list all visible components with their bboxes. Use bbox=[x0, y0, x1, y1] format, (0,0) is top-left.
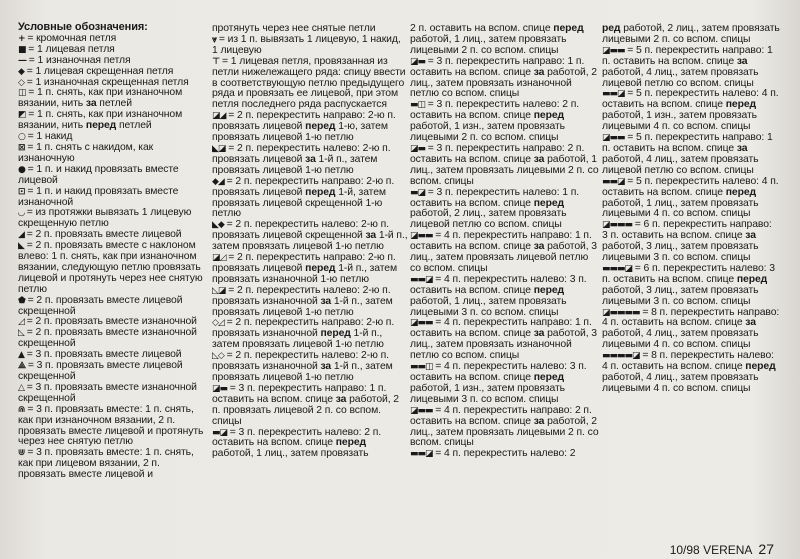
description-text: = из протяжки вывязать 1 лицевую скрещенную петлю bbox=[18, 207, 192, 230]
legend-entry bbox=[602, 46, 780, 90]
emphasis-text: за bbox=[533, 153, 545, 165]
description-text: = 2 п. перекрестить направо: 2-ю п. провязать лицевой bbox=[212, 175, 395, 198]
emphasis-text: перед bbox=[335, 437, 367, 449]
emphasis-text: перед bbox=[533, 110, 565, 122]
chart-symbol-icon: ⊤ bbox=[212, 56, 220, 67]
description-text: = 1 п. и накид провязать вместе лицевой bbox=[18, 163, 179, 186]
description-text: = 3 п. провязать вместе изнаночной скрещенной bbox=[18, 381, 197, 404]
emphasis-text: перед bbox=[320, 328, 351, 340]
description-text: работой, 1 лиц., затем провязать лицевыми 2 п. со вспом. спицы bbox=[410, 33, 567, 56]
description-text: работой, 3 лиц., затем провязать изнаночной петлю со вспом. спицы bbox=[410, 328, 597, 362]
legend-entry bbox=[602, 177, 780, 221]
emphasis-text: перед bbox=[305, 121, 336, 133]
chart-symbol-icon: ◆◢ bbox=[212, 176, 224, 187]
description-text: = 4 п. перекрестить направо: 1 п. оставить на вспом. спице bbox=[410, 230, 592, 253]
legend-entry bbox=[212, 351, 408, 384]
emphasis-text: перед bbox=[305, 186, 336, 198]
legend-entry bbox=[18, 383, 208, 405]
legend-list-4 bbox=[602, 24, 780, 395]
chart-symbol-icon: ○ bbox=[18, 132, 25, 143]
chart-symbol-icon: ▬▬◪ bbox=[410, 449, 433, 460]
chart-symbol-icon: ◢ bbox=[18, 230, 24, 241]
description-text: = 2 п. перекрестить налево: 2-ю п. провязать лицевой bbox=[212, 142, 391, 165]
emphasis-text: за bbox=[335, 393, 347, 405]
description-text: работой, 2 п. провязать лицевой 2 п. со вспом. спицы bbox=[212, 393, 399, 427]
description-text: работой, 3 лиц., затем провязать лицевой петлю со вспом. спицы bbox=[410, 241, 597, 274]
legend-entry bbox=[602, 264, 780, 308]
chart-symbol-icon: ⟁ bbox=[18, 361, 26, 372]
chart-symbol-icon: ▬▬◪ bbox=[602, 89, 625, 100]
legend-entry bbox=[212, 111, 408, 144]
chart-symbol-icon: ◩ bbox=[18, 110, 26, 121]
description-text: = 1 п. снять, как при изнаночном вязании, нить bbox=[18, 87, 183, 110]
legend-entry bbox=[212, 318, 408, 351]
description-text: = 5 п. перекрестить налево: 4 п. оставить на вспом. спице bbox=[602, 175, 779, 198]
description-text: = 3 п. провязать вместе: 1 п. снять, как при изнаночном вязании, 2 п. провязать вместе лицевой и протянуть через нее снятую петлю bbox=[18, 403, 204, 448]
description-text: = 2 п. перекрестить налево: 2-ю п. провязать изнаночной bbox=[212, 350, 389, 373]
legend-list-3 bbox=[410, 24, 600, 460]
description-text: = 1 п. и накид провязать вместе изнаночной bbox=[18, 185, 179, 208]
legend-entry bbox=[18, 328, 208, 350]
legend-entry bbox=[602, 351, 780, 395]
description-text: работой, 2 лиц., затем провязать лицевыми 2 п. со вспом. спицы bbox=[602, 23, 780, 45]
chart-symbol-icon: ■ bbox=[18, 44, 26, 55]
chart-symbol-icon: ◪▬▬ bbox=[410, 318, 433, 329]
legend-entry bbox=[212, 220, 408, 253]
description-text: = 1 п. снять с накидом, как изнаночную bbox=[18, 141, 154, 164]
legend-entry bbox=[602, 133, 780, 177]
description-text: работой, 4 лиц., затем провязать лицевой петлю со вспом. спицы bbox=[602, 66, 759, 89]
description-text: = 1 лицевая петля, провязанная из петли нижележащего ряда: спицу ввести в соответствующую петлю предыдущего ряда и провязать ее лицевой, при этом петля последнего ряда распускается bbox=[212, 55, 406, 111]
legend-entry bbox=[602, 220, 780, 264]
description-text: = 3 п. перекрестить направо: 1 п. оставить на вспом. спице bbox=[410, 55, 585, 78]
chart-symbol-icon: ◪◢ bbox=[212, 111, 226, 122]
legend-entry bbox=[18, 361, 208, 383]
description-text: 1-й п., затем провязать лицевой 1-ю петлю bbox=[212, 295, 393, 318]
legend-entry bbox=[212, 57, 408, 112]
description-text: работой, 2 лиц., затем провязать лицевыми 2 п. со вспом. спицы bbox=[410, 415, 599, 449]
description-text: = 1 лицевая петля bbox=[25, 43, 115, 55]
description-text: 1-й п., затем провязать лицевой 1-ю петлю bbox=[212, 361, 393, 383]
emphasis-text: за bbox=[533, 241, 545, 253]
description-text: = 2 п. перекрестить налево: 2-ю п. провязать изнаночной bbox=[212, 284, 391, 307]
issue-label: 10/98 VERENA bbox=[669, 543, 753, 557]
description-text: = 2 п. провязать вместе изнаночной скрещенной bbox=[18, 327, 197, 350]
emphasis-text: перед bbox=[85, 120, 117, 132]
legend-title: Условные обозначения: bbox=[18, 21, 148, 33]
description-text: 1-й п., затем провязать лицевой 1-ю петлю bbox=[212, 153, 378, 176]
chart-symbol-icon: ◣ bbox=[18, 241, 24, 252]
chart-symbol-icon: ◿ bbox=[18, 317, 24, 328]
chart-symbol-icon: ◺◪ bbox=[212, 285, 226, 296]
description-text: 1-ю, затем провязать лицевой 1-ю петлю bbox=[212, 121, 388, 144]
chart-symbol-icon: ▬▬◪ bbox=[410, 274, 433, 285]
legend-entry bbox=[18, 143, 208, 165]
chart-symbol-icon: ◪▬▬ bbox=[410, 405, 433, 416]
chart-symbol-icon: ⊠ bbox=[18, 142, 25, 153]
chart-symbol-icon: ▬▬◫ bbox=[410, 362, 433, 373]
chart-symbol-icon: — bbox=[18, 55, 26, 66]
chart-symbol-icon: ◪▬ bbox=[212, 383, 228, 394]
legend-entry bbox=[18, 241, 208, 296]
emphasis-text: за bbox=[736, 142, 748, 154]
description-text: = 2 п. провязать вместе лицевой bbox=[23, 229, 182, 241]
legend-entry bbox=[212, 384, 408, 428]
description-text: работой, 2 лиц., затем провязать изнаночной петлю со вспом. спицы bbox=[410, 66, 597, 100]
chart-symbol-icon: ▬◪ bbox=[212, 427, 228, 438]
legend-entry bbox=[18, 187, 208, 209]
page-number: 27 bbox=[758, 541, 774, 557]
legend-entry bbox=[18, 405, 208, 449]
legend-entry bbox=[410, 231, 600, 275]
chart-symbol-icon: ◺ bbox=[18, 328, 24, 339]
description-text: работой, 4 лиц., затем провязать лицевой петлю со вспом. спицы bbox=[602, 153, 759, 176]
description-text: 1-й п., затем провязать лицевой 1-ю петлю bbox=[212, 230, 408, 253]
chart-symbol-icon: ◪▬ bbox=[410, 56, 426, 67]
description-text: = 6 п. перекрестить направо: 3 п. оставить на вспом. спице bbox=[602, 219, 772, 242]
description-text: = 3 п. провязать вместе лицевой bbox=[23, 349, 182, 361]
chart-symbol-icon: ◡ bbox=[18, 208, 24, 219]
emphasis-text: за bbox=[736, 55, 748, 67]
chart-symbol-icon: ◪▬▬▬▬ bbox=[602, 307, 640, 318]
chart-symbol-icon: ▬▬▬▬◪ bbox=[602, 351, 640, 362]
chart-symbol-icon: ◫ bbox=[18, 88, 26, 99]
legend-entry bbox=[602, 308, 780, 352]
description-text: 1-й п., затем провязать лицевой 1-ю петлю bbox=[212, 328, 384, 351]
chart-symbol-icon: ◣◆ bbox=[212, 220, 224, 231]
description-text: = 2 п. провязать вместе лицевой скрещенной bbox=[18, 294, 183, 317]
description-text: = 5 п. перекрестить направо: 1 п. оставить на вспом. спице bbox=[602, 132, 773, 154]
legend-entry bbox=[18, 208, 208, 230]
chart-symbol-icon: ◪▬▬ bbox=[410, 231, 433, 242]
emphasis-text: ред bbox=[602, 23, 621, 34]
chart-symbol-icon: ⬟ bbox=[18, 295, 25, 306]
legend-column-2 bbox=[212, 24, 408, 460]
description-text: протянуть через нее снятые петли bbox=[212, 23, 376, 34]
emphasis-text: перед bbox=[736, 273, 768, 285]
emphasis-text: за bbox=[745, 317, 756, 329]
emphasis-text: перед bbox=[533, 284, 565, 296]
chart-symbol-icon: ◪▬▬ bbox=[602, 133, 625, 144]
legend-entry bbox=[212, 144, 408, 177]
legend-entry bbox=[410, 449, 600, 460]
description-text: = 4 п. перекрестить налево: 3 п. оставить на вспом. спице bbox=[410, 361, 587, 383]
legend-entry bbox=[602, 24, 780, 46]
chart-symbol-icon: ⋒ bbox=[18, 404, 25, 415]
legend-list-2 bbox=[212, 24, 408, 460]
description-text: = 8 п. перекрестить направо: 4 п. оставить на вспом. спице bbox=[602, 306, 780, 329]
description-text: = 4 п. перекрестить направо: 2 п. оставить на вспом. спице bbox=[410, 404, 592, 427]
page-footer bbox=[670, 541, 774, 557]
description-text: = 1 изнаночная петля bbox=[26, 54, 131, 66]
legend-entry bbox=[18, 88, 208, 110]
description-text: = 2 п. провязать вместе с наклоном влево: 1 п. снять, как при изнаночном вязании, следующую петлю провязать лицевой и протянуть через нее снятую петлю bbox=[18, 240, 203, 295]
legend-entry bbox=[410, 144, 600, 188]
emphasis-text: за bbox=[365, 230, 377, 242]
chart-symbol-icon: ◣◪ bbox=[212, 143, 226, 154]
description-text: = 1 п. снять, как при изнаночном вязании, нить bbox=[18, 109, 183, 132]
chart-symbol-icon: ◪◿ bbox=[212, 253, 226, 264]
legend-entry bbox=[410, 275, 600, 319]
description-text: = 2 п. перекрестить направо: 2-ю п. провязать лицевой bbox=[212, 110, 396, 133]
description-text: = 8 п. перекрестить налево: 4 п. оставить на вспом. спице bbox=[602, 350, 774, 373]
emphasis-text: за bbox=[533, 66, 545, 78]
chart-symbol-icon: ▬◫ bbox=[410, 100, 426, 111]
description-text: = 4 п. перекрестить направо: 1 п. оставить на вспом. спице bbox=[410, 317, 592, 340]
legend-entry bbox=[410, 362, 600, 406]
legend-entry bbox=[410, 57, 600, 101]
emphasis-text: за bbox=[320, 295, 332, 307]
description-text: работой, 4 лиц., затем провязать лицевыми 4 п. со вспом. спицы bbox=[602, 372, 759, 394]
chart-symbol-icon: ⋓ bbox=[18, 448, 25, 459]
description-text: = 3 п. провязать вместе: 1 п. снять, как при лицевом вязании, 2 п. провязать вместе лицевой и bbox=[18, 447, 194, 481]
description-text: = 4 п. перекрестить налево: 3 п. оставить на вспом. спице bbox=[410, 273, 587, 296]
description-text: работой, 4 лиц., затем провязать лицевыми 4 п. со вспом. спицы bbox=[602, 328, 759, 351]
emphasis-text: перед bbox=[745, 361, 776, 373]
legend-entry bbox=[410, 406, 600, 450]
description-text: работой, 1 лиц., затем провязать лицевыми 4 п. со вспом. спицы bbox=[602, 197, 759, 220]
description-text: = 3 п. перекрестить налево: 2 п. оставить на вспом. спице bbox=[410, 99, 580, 122]
description-text: работой, 1 лиц., затем провязать лицевыми 3 п. со вспом. спицы bbox=[410, 295, 567, 318]
chart-symbol-icon: ⊡ bbox=[18, 186, 25, 197]
legend-entry bbox=[410, 318, 600, 362]
description-text: = 4 п. перекрестить налево: 2 bbox=[432, 448, 576, 460]
description-text: работой, 1 изн., затем провязать лицевыми 4 п. со вспом. спицы bbox=[602, 110, 757, 133]
description-text: = 3 п. перекрестить налево: 2 п. оставить на вспом. спице bbox=[212, 426, 382, 449]
legend-entry bbox=[410, 100, 600, 144]
emphasis-text: за bbox=[305, 153, 316, 165]
emphasis-text: за bbox=[533, 328, 545, 340]
legend-entry bbox=[212, 253, 408, 286]
legend-entry bbox=[18, 110, 208, 132]
chart-symbol-icon: ◆ bbox=[18, 66, 24, 77]
description-text: = 3 п. провязать вместе лицевой скрещенной bbox=[18, 360, 183, 382]
emphasis-text: за bbox=[85, 98, 97, 110]
description-text: работой, 1 изн., затем провязать лицевыми 2 п. со вспом. спицы bbox=[410, 121, 565, 144]
legend-entry bbox=[18, 448, 208, 481]
legend-entry bbox=[410, 24, 600, 57]
emphasis-text: перед bbox=[533, 197, 565, 209]
emphasis-text: перед bbox=[725, 99, 757, 111]
legend-entry bbox=[602, 89, 780, 133]
description-text: работой, 1 лиц., затем провязать лицевыми 2 п. со вспом. спицы bbox=[410, 153, 599, 187]
emphasis-text: перед bbox=[725, 186, 757, 198]
description-text: = 2 п. провязать вместе изнаночной bbox=[23, 316, 197, 328]
description-text: = 1 изнаночная скрещенная петля bbox=[23, 76, 189, 88]
chart-symbol-icon: ▬▬◪ bbox=[602, 176, 625, 187]
description-text: работой, 3 лиц., затем провязать лицевыми 3 п. со вспом. спицы bbox=[602, 241, 759, 264]
legend-entry bbox=[212, 35, 408, 57]
description-text: = 2 п. перекрестить направо: 2-ю п. провязать лицевой bbox=[212, 252, 396, 274]
emphasis-text: перед bbox=[533, 372, 565, 383]
description-text: = 5 п. перекрестить направо: 1 п. оставить на вспом. спице bbox=[602, 44, 773, 67]
chart-symbol-icon: ◪▬▬ bbox=[602, 45, 625, 56]
legend-column-4 bbox=[602, 24, 780, 395]
chart-symbol-icon: ● bbox=[18, 164, 25, 175]
chart-symbol-icon: ◪▬▬▬ bbox=[602, 220, 633, 231]
description-text: 1-й, затем провязать лицевой скрещенной 1-ю петлю bbox=[212, 186, 386, 220]
chart-symbol-icon: △ bbox=[18, 382, 24, 393]
legend-entry bbox=[18, 296, 208, 318]
description-text: петлей bbox=[96, 98, 132, 110]
description-text: работой, 3 лиц., затем провязать лицевыми 3 п. со вспом. спицы bbox=[602, 284, 759, 307]
legend-column-3 bbox=[410, 24, 600, 460]
description-text: 1-й п., затем провязать изнаночной 1-ю петлю bbox=[212, 262, 398, 285]
emphasis-text: за bbox=[320, 361, 332, 373]
description-text: = 1 накид bbox=[24, 131, 73, 143]
legend-entry bbox=[212, 428, 408, 461]
chart-symbol-icon: ◪▬ bbox=[410, 143, 426, 154]
description-text: = 5 п. перекрестить налево: 4 п. оставить на вспом. спице bbox=[602, 88, 779, 111]
chart-symbol-icon: ⩔ bbox=[212, 34, 217, 45]
description-text: = из 1 п. вывязать 1 лицевую, 1 накид, 1 лицевую bbox=[212, 33, 401, 56]
legend-entry bbox=[18, 165, 208, 187]
chart-symbol-icon: ◇◿ bbox=[212, 318, 224, 329]
emphasis-text: перед bbox=[553, 23, 584, 34]
description-text: = 3 п. перекрестить направо: 1 п. оставить на вспом. спице bbox=[212, 382, 387, 405]
chart-symbol-icon: ◺◇ bbox=[212, 351, 224, 362]
legend-entry bbox=[410, 188, 600, 232]
description-text: работой, 2 лиц., затем провязать лицевой петлю со вспом. спицы bbox=[410, 208, 567, 231]
legend-entry bbox=[212, 286, 408, 319]
chart-symbol-icon: ▬◪ bbox=[410, 187, 426, 198]
chart-symbol-icon: ◇ bbox=[18, 77, 24, 88]
legend-list-1 bbox=[18, 34, 208, 481]
description-text: = 3 п. перекрестить налево: 1 п. оставить на вспом. спице bbox=[410, 186, 580, 209]
legend-entry bbox=[212, 177, 408, 221]
description-text: = 2 п. перекрестить налево: 2-ю п. провязать лицевой скрещенной bbox=[212, 219, 389, 242]
chart-symbol-icon: + bbox=[18, 33, 25, 44]
description-text: = 2 п. перекрестить направо: 2-ю п. провязать изнаночной bbox=[212, 317, 395, 340]
description-text: работой, 1 лиц., затем провязать bbox=[212, 448, 369, 460]
description-text: 2 п. оставить на вспом. спице bbox=[410, 23, 554, 34]
description-text: = кромочная петля bbox=[24, 32, 117, 44]
description-text: = 6 п. перекрестить налево: 3 п. оставить на вспом. спице bbox=[602, 262, 775, 285]
chart-symbol-icon: ▬▬▬◪ bbox=[602, 263, 633, 274]
description-text: работой, 1 изн., затем провязать лицевыми 3 п. со вспом. спицы bbox=[410, 382, 565, 405]
description-text: = 3 п. перекрестить направо: 2 п. оставить на вспом. спице bbox=[410, 142, 585, 165]
emphasis-text: за bbox=[745, 230, 756, 242]
description-text: петлей bbox=[116, 120, 152, 132]
emphasis-text: за bbox=[533, 415, 545, 427]
chart-symbol-icon: ▲ bbox=[18, 350, 24, 361]
emphasis-text: перед bbox=[305, 262, 336, 274]
description-text: = 1 лицевая скрещенная петля bbox=[23, 65, 174, 77]
legend-column-1 bbox=[18, 22, 208, 481]
